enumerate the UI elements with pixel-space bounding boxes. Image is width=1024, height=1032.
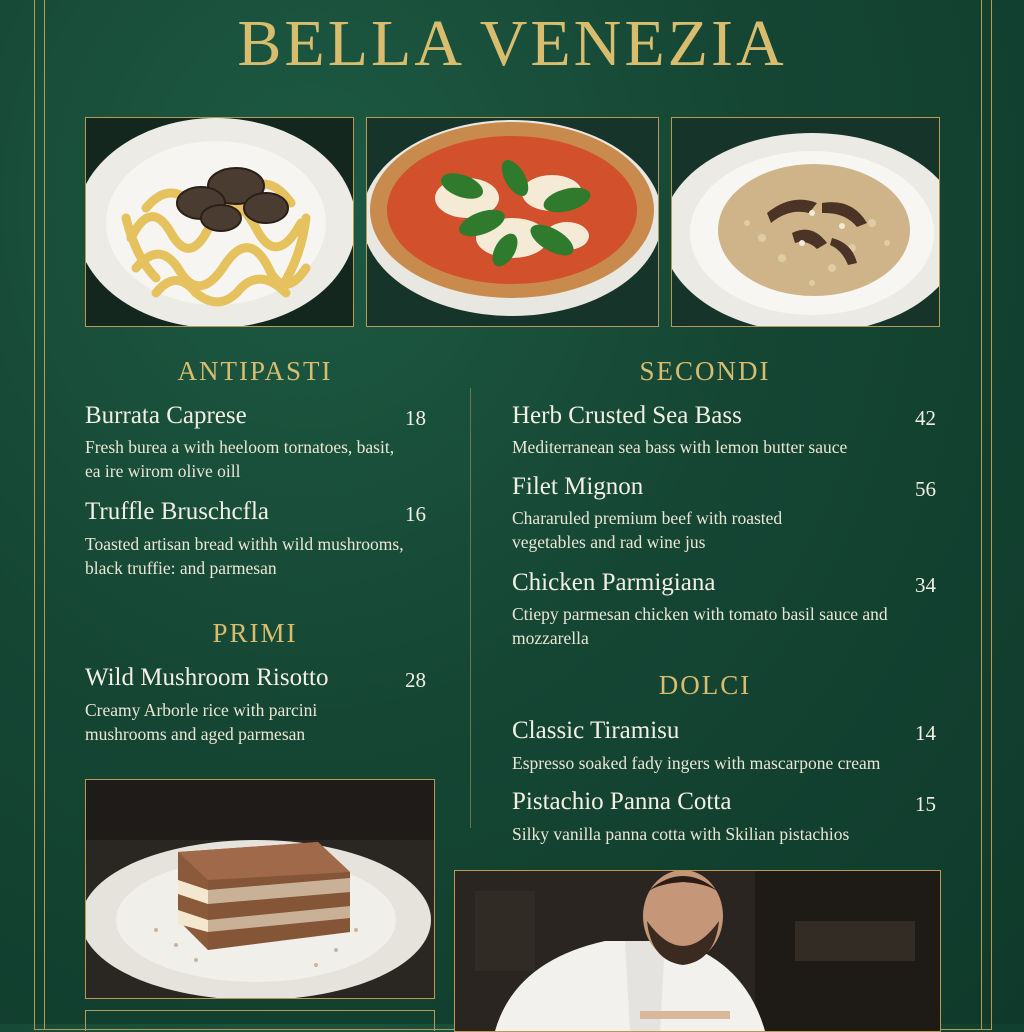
tiramisu-photo: [85, 779, 435, 999]
menu-item-description: Creamy Arborle rice with parcini mushrooms and aged parmesan: [85, 700, 318, 744]
menu-item-price: 14: [915, 721, 936, 745]
menu-item-price: 56: [915, 477, 936, 501]
menu-item-price: 42: [915, 406, 936, 430]
column-divider: [470, 388, 471, 828]
menu-item-price: 28: [405, 668, 426, 692]
section-title-dolci: DOLCI: [658, 670, 752, 700]
menu-item-name: Chicken Parmigiana: [512, 569, 716, 596]
menu-item-price: 18: [405, 406, 426, 430]
menu-item-name: Truffle Bruschcfla: [85, 498, 269, 525]
cropped-photo-frame: [85, 1010, 435, 1031]
menu-item-name: Burrata Caprese: [85, 402, 247, 429]
menu-item-price: 15: [915, 792, 936, 816]
menu-item-description: Silky vanilla panna cotta with Skilian pistachios: [512, 824, 850, 844]
truffle-pasta-photo: [85, 117, 354, 327]
menu-item-description: Espresso soaked fady ingers with mascarpone cream: [512, 753, 881, 773]
menu-item-name: Classic Tiramisu: [512, 717, 680, 744]
menu-item-price: 16: [405, 502, 426, 526]
menu-item-name: Pistachio Panna Cotta: [512, 788, 732, 815]
menu-item-description: Fresh burea a with heeloom tornatoes, basit, ea ire wirom olive oill: [85, 437, 395, 481]
margherita-pizza-photo: [366, 117, 659, 327]
section-title-secondi: SECONDI: [639, 356, 771, 386]
section-title-primi: PRIMI: [212, 618, 298, 648]
chef-photo: [454, 870, 941, 1032]
menu-item-description: Mediterranean sea bass with lemon butter sauce: [512, 437, 848, 457]
menu-item-description: Ctiepy parmesan chicken with tomato basil sauce and mozzarella: [512, 604, 888, 648]
menu-item-name: Herb Crusted Sea Bass: [512, 402, 742, 429]
menu-item-name: Wild Mushroom Risotto: [85, 664, 329, 691]
restaurant-title: BELLA VENEZIA: [237, 7, 787, 80]
mushroom-risotto-photo: [671, 117, 940, 327]
menu-item-name: Filet Mignon: [512, 473, 644, 500]
menu-item-description: Toasted artisan bread withh wild mushrooms, black truffie: and parmesan: [85, 534, 404, 578]
menu-item-description: Chararuled premium beef with roasted vegetables and rad wine jus: [512, 508, 783, 552]
menu-item-price: 34: [915, 573, 936, 597]
section-title-antipasti: ANTIPASTI: [177, 356, 333, 386]
